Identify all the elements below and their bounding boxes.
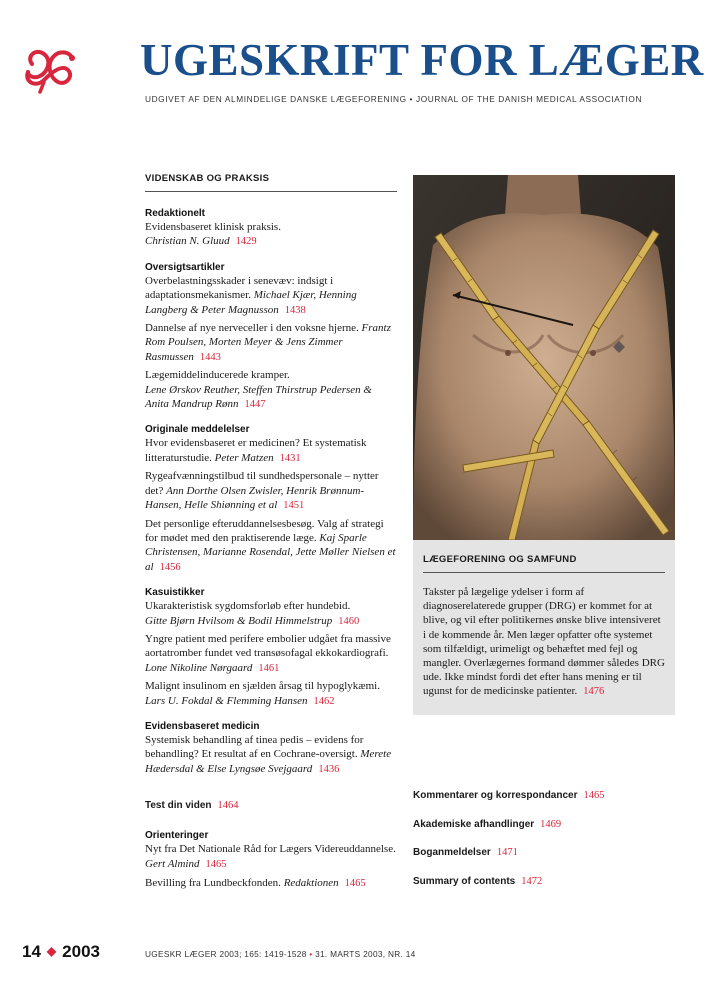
entry-authors: Lene Ørskov Reuther, Steffen Thirstrup Pedersen & Anita Mandrup Rønn <box>145 383 372 411</box>
bullet-icon: • <box>309 949 313 959</box>
toc-entry-boganmeldelser[interactable] <box>413 847 675 876</box>
page-number: 1465 <box>583 790 605 801</box>
entry-title: Nyt fra Det Nationale Råd for Lægers Videreuddannelse. <box>145 843 396 856</box>
toc-entry[interactable] <box>145 469 397 513</box>
box-title: LÆGEFORENING OG SAMFUND <box>423 554 665 573</box>
page-number: 1464 <box>217 800 239 812</box>
entry-title: Bevilling fra Lundbeckfonden. <box>145 877 281 889</box>
group-title: Oversigtsartikler <box>145 261 225 273</box>
page-number: 1461 <box>258 662 280 674</box>
entry-title: Dannelse af nye nerveceller i den voksne hjerne. <box>145 322 359 335</box>
feature-box-laegeforening[interactable] <box>413 540 675 715</box>
page-number: 1443 <box>199 351 221 363</box>
entry-title: Lægemiddelinducerede kramper. <box>145 369 290 382</box>
toc-entry-kommentarer[interactable] <box>413 790 675 819</box>
entry-title: Det personlige efteruddannelsesbesøg. Valg af strategi for mødet med den praktiserende læge. <box>145 517 384 544</box>
box-text <box>423 585 665 700</box>
group-title: Orienteringer <box>145 830 209 842</box>
group-oversigtsartikler <box>145 261 397 413</box>
group-title: Evidensbaseret medicin <box>145 720 260 732</box>
group-redaktionelt <box>145 207 397 250</box>
entry-title: Yngre patient med perifere embolier udgået fra massive aortatromber fundet ved transøsofagal ekkokardiografi. <box>145 632 391 660</box>
toc-entry[interactable] <box>145 436 397 466</box>
toc-entry[interactable] <box>145 876 397 891</box>
page-number: 1460 <box>338 615 360 627</box>
entry-authors: Redaktionen <box>283 877 339 889</box>
entry-authors: Christian N. Gluud <box>145 235 230 248</box>
group-orienteringer <box>145 829 397 891</box>
caduceus-snake-icon <box>22 42 78 94</box>
entry-authors: Gert Almind <box>145 857 200 870</box>
page-number: 1431 <box>279 452 301 464</box>
issue-number-value: 14 <box>22 942 41 961</box>
group-originale-meddelelser <box>145 423 397 575</box>
entry-authors: Michael Kjær, Henning Langberg & Peter Magnusson <box>145 289 357 316</box>
page-number: 1476 <box>583 686 605 698</box>
toc-entry[interactable] <box>145 679 397 709</box>
page-number: 1456 <box>159 561 181 573</box>
page-number: 1469 <box>540 818 562 830</box>
entry-title: Overbelastningsskader i senevæv: indsigt i adaptationsmekanismer. <box>145 274 334 302</box>
group-evidensbaseret-medicin <box>145 720 397 777</box>
issue-date: 31. MARTS 2003, NR. 14 <box>315 949 416 959</box>
page-number: 1462 <box>313 695 335 707</box>
group-kasuistikker <box>145 586 397 709</box>
entry-title: Evidensbaseret klinisk praksis. <box>145 221 281 233</box>
cover-photo <box>413 175 675 540</box>
cover-photo-man-with-ruler <box>413 175 675 540</box>
entry-title: Summary of contents <box>413 875 516 887</box>
entry-title: Kommentarer og korrespondancer <box>413 790 578 801</box>
entry-authors: Frantz Rom Poulsen, Morten Meyer & Jens Zimmer Rasmussen <box>145 322 391 363</box>
page-number: 1438 <box>284 304 306 316</box>
issue-number <box>22 942 100 962</box>
page-number: 1465 <box>344 878 366 889</box>
entry-title: Akademiske afhandlinger <box>413 818 535 830</box>
table-of-contents-right <box>413 790 675 904</box>
toc-entry[interactable] <box>145 632 397 676</box>
toc-entry-summary[interactable] <box>413 876 675 905</box>
group-title: Test din viden <box>145 800 212 812</box>
page-number: 1429 <box>235 236 257 248</box>
diamond-icon: ◆ <box>46 944 57 958</box>
entry-authors: Lone Nikoline Nørgaard <box>145 661 253 674</box>
entry-authors: Merete Hædersdal & Else Lyngsøe Svejgaard <box>145 748 392 775</box>
toc-entry[interactable] <box>145 517 397 576</box>
entry-authors: Lars U. Fokdal & Flemming Hansen <box>145 694 308 707</box>
issue-year: 2003 <box>62 942 100 961</box>
page-number: 1447 <box>244 399 266 411</box>
citation: UGESKR LÆGER 2003; 165: 1419-1528 <box>145 949 307 959</box>
entry-authors: Kaj Sparle Christensen, Marianne Rosendal, Jette Møller Nielsen et al <box>145 531 396 573</box>
toc-entry[interactable] <box>145 368 397 412</box>
entry-title: Malignt insulinom en sjælden årsag til hypoglykæmi. <box>145 680 380 693</box>
entry-authors: Ann Dorthe Olsen Zwisler, Henrik Brønnum-Hansen, Helle Shiønning et al <box>145 484 365 512</box>
entry-title: Rygeafvænningstilbud til sundhedspersonale – nytter det? <box>145 470 379 497</box>
group-title: Kasuistikker <box>145 587 205 599</box>
entry-title: Systemisk behandling af tinea pedis – evidens for behandling? Et resultat af en Cochrane-oversigt. <box>145 733 364 761</box>
group-title: Originale meddelelser <box>145 424 250 436</box>
box-body: Takster på lægelige ydelser i form af diagnoserelaterede grupper (DRG) er kommet for at blive, og vil efter politikernes ønske blive intensiveret i de kommende år. Men læger opfatter ofte systemet som tilfældigt, urimeligt og behæftet med fejl og mangler. Overlægernes formand dømmer således DRG ude. Ikke mindst fordi det efter hans mening er til ugunst for de medicinske patienter. <box>423 586 665 698</box>
page-number: 1465 <box>205 858 227 870</box>
entry-authors: Peter Matzen <box>214 451 274 464</box>
toc-entry[interactable] <box>145 733 397 777</box>
page-number: 1436 <box>318 763 340 775</box>
toc-entry[interactable] <box>145 599 397 629</box>
page-number: 1472 <box>521 875 543 887</box>
toc-entry[interactable] <box>145 321 397 365</box>
masthead-title: UGESKRIFT FOR LÆGER <box>140 35 704 85</box>
table-of-contents-left <box>145 173 397 902</box>
section-header-videnskab: VIDENSKAB OG PRAKSIS <box>145 173 397 192</box>
toc-entry[interactable] <box>145 274 397 318</box>
toc-entry[interactable] <box>145 220 397 250</box>
group-title: Redaktionelt <box>145 208 206 219</box>
footer-citation <box>145 949 416 959</box>
entry-title: Hvor evidensbaseret er medicinen? Et systematisk litteraturstudie. <box>145 437 367 464</box>
page-number: 1451 <box>283 500 305 512</box>
masthead-subtitle: UDGIVET AF DEN ALMINDELIGE DANSKE LÆGEFORENING • JOURNAL OF THE DANISH MEDICAL ASSOCIATION <box>145 94 643 104</box>
toc-entry-akademiske[interactable] <box>413 819 675 848</box>
entry-title: Boganmeldelser <box>413 847 491 858</box>
page-number: 1471 <box>496 847 518 858</box>
entry-title: Ukarakteristisk sygdomsforløb efter hundebid. <box>145 600 351 613</box>
entry-authors: Gitte Bjørn Hvilsom & Bodil Himmelstrup <box>145 614 333 627</box>
toc-entry[interactable] <box>145 842 397 872</box>
group-test-din-viden[interactable] <box>145 795 397 813</box>
